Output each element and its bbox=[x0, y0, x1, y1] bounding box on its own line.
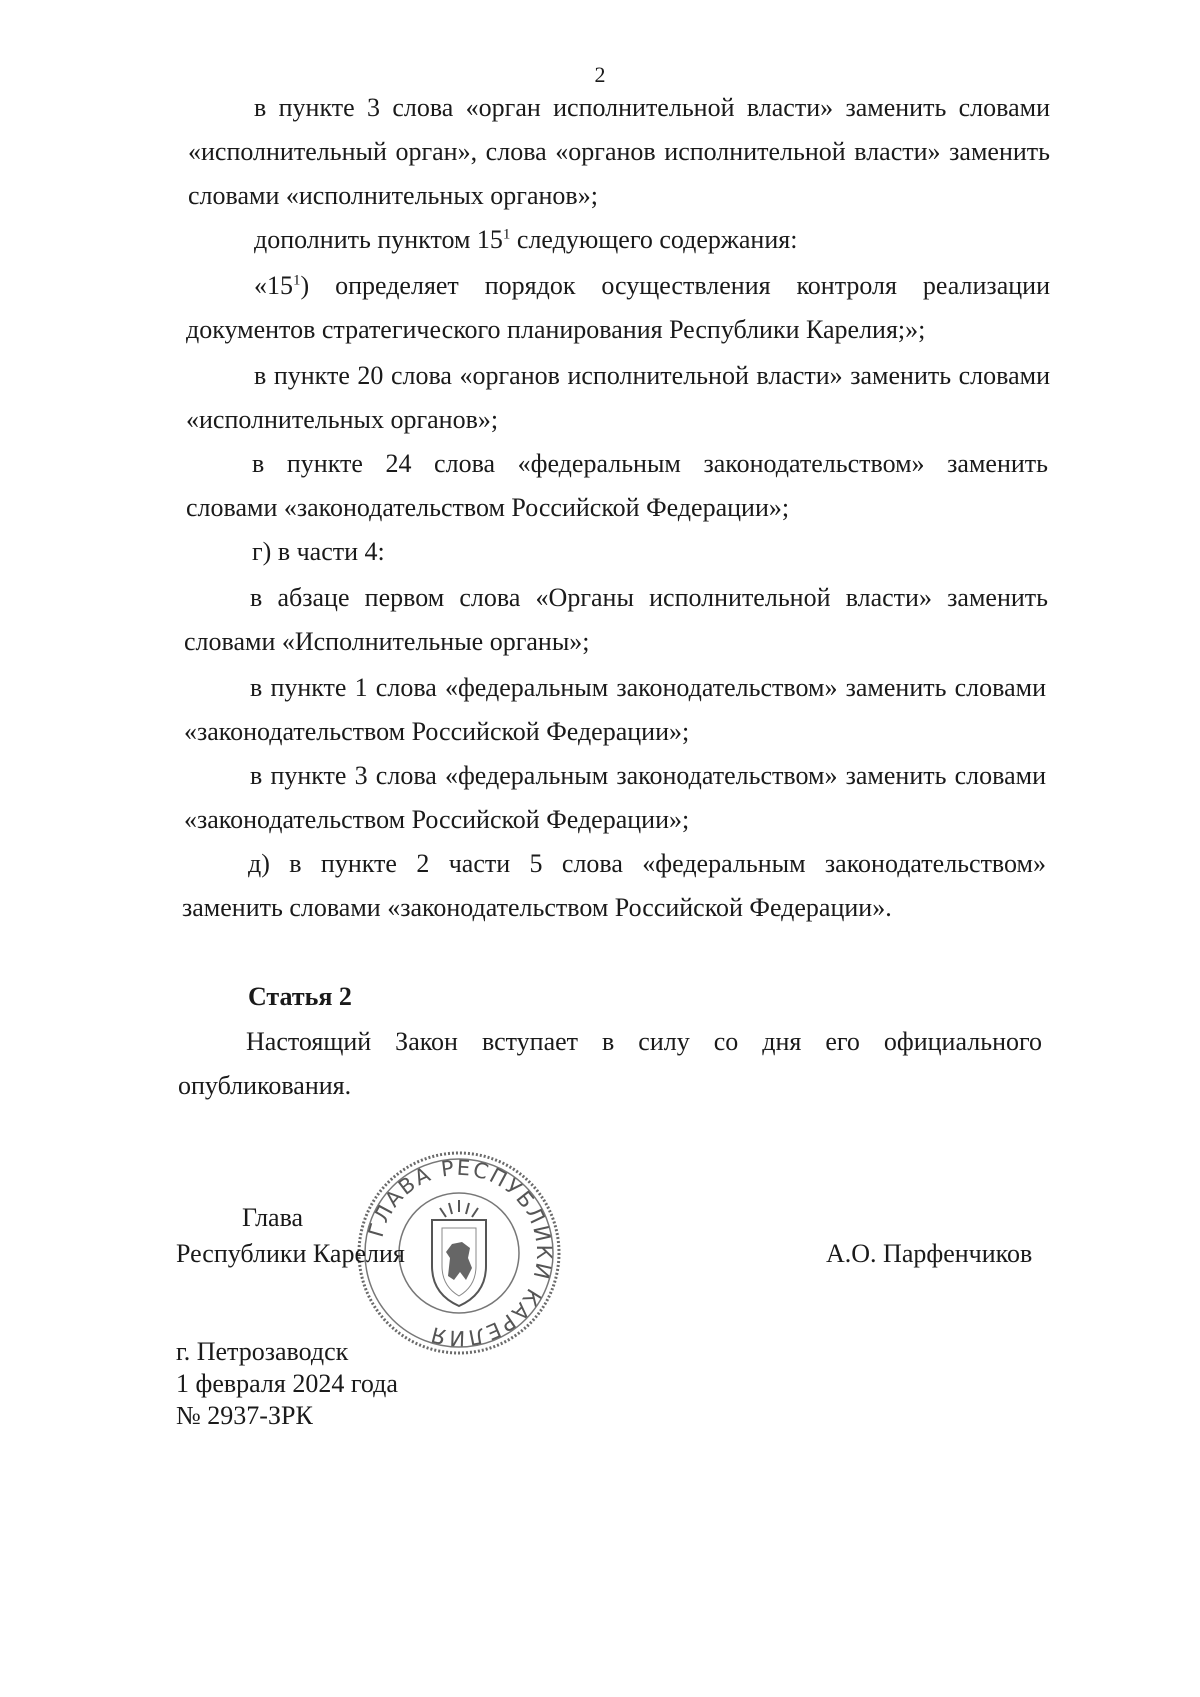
text-run: ) определяет порядок осуществления контроля реализации bbox=[300, 271, 1050, 300]
paragraph-line: «исполнительный орган», слова «органов исполнительной власти» заменить bbox=[188, 137, 1050, 166]
paragraph-line bbox=[254, 218, 1054, 262]
signatory-title: Республики Карелия bbox=[176, 1239, 405, 1268]
place: г. Петрозаводск bbox=[176, 1337, 349, 1366]
paragraph bbox=[186, 442, 1048, 530]
page-number: 2 bbox=[594, 62, 606, 87]
paragraph-line: в пункте 24 слова «федеральным законодательством» заменить bbox=[252, 449, 1048, 478]
paragraph-line: «законодательством Российской Федерации»; bbox=[184, 717, 690, 746]
paragraph-line: «законодательством Российской Федерации»; bbox=[184, 805, 690, 834]
paragraph bbox=[186, 354, 1050, 442]
paragraph bbox=[254, 218, 1054, 262]
paragraph-line: в пункте 20 слова «органов исполнительной власти» заменить словами bbox=[254, 361, 1050, 390]
superscript: 1 bbox=[293, 272, 301, 289]
paragraph bbox=[188, 86, 1050, 218]
law-number: № 2937-ЗРК bbox=[176, 1401, 313, 1430]
paragraph-line: в абзаце первом слова «Органы исполнительной власти» заменить bbox=[250, 583, 1048, 612]
paragraph-line: словами «Исполнительные органы»; bbox=[184, 627, 590, 656]
paragraph-line: в пункте 3 слова «орган исполнительной власти» заменить словами bbox=[254, 93, 1050, 122]
paragraph bbox=[184, 576, 1048, 664]
paragraph-line: Настоящий Закон вступает в силу со дня его официального bbox=[246, 1027, 1042, 1056]
paragraph-line: документов стратегического планирования Республики Карелия;»; bbox=[186, 315, 926, 344]
paragraph-line: словами «законодательством Российской Федерации»; bbox=[186, 493, 790, 522]
svg-text:ГЛАВА РЕСПУБЛИКИ КАРЕЛИЯ: ГЛАВА РЕСПУБЛИКИ КАРЕЛИЯ bbox=[363, 1155, 557, 1351]
paragraph bbox=[186, 264, 1050, 352]
paragraph bbox=[184, 754, 1046, 842]
paragraph bbox=[252, 530, 852, 574]
paragraph-line: д) в пункте 2 части 5 слова «федеральным законодательством» bbox=[248, 849, 1046, 878]
article-paragraph bbox=[178, 1020, 1042, 1108]
paragraph-line: словами «исполнительных органов»; bbox=[188, 181, 598, 210]
article-heading: Статья 2 bbox=[248, 982, 352, 1011]
signatory-name: А.О. Парфенчиков bbox=[826, 1239, 1033, 1268]
paragraph-line bbox=[186, 264, 1050, 308]
paragraph bbox=[184, 666, 1046, 754]
paragraph-line: опубликования. bbox=[178, 1071, 352, 1100]
signatory-title: Глава bbox=[242, 1203, 304, 1232]
paragraph-line: «исполнительных органов»; bbox=[186, 405, 499, 434]
paragraph-line: в пункте 1 слова «федеральным законодательством» заменить словами bbox=[250, 673, 1046, 702]
date: 1 февраля 2024 года bbox=[176, 1369, 398, 1398]
text-run: следующего содержания: bbox=[510, 225, 798, 254]
paragraph-line: заменить словами «законодательством Российской Федерации». bbox=[182, 893, 892, 922]
paragraph bbox=[182, 842, 1046, 930]
paragraph-line: в пункте 3 слова «федеральным законодательством» заменить словами bbox=[250, 761, 1046, 790]
paragraph-line: г) в части 4: bbox=[252, 537, 385, 566]
superscript: 1 bbox=[502, 226, 511, 243]
text-run: «15 bbox=[254, 271, 293, 300]
text-run: дополнить пунктом 15 bbox=[254, 225, 503, 254]
